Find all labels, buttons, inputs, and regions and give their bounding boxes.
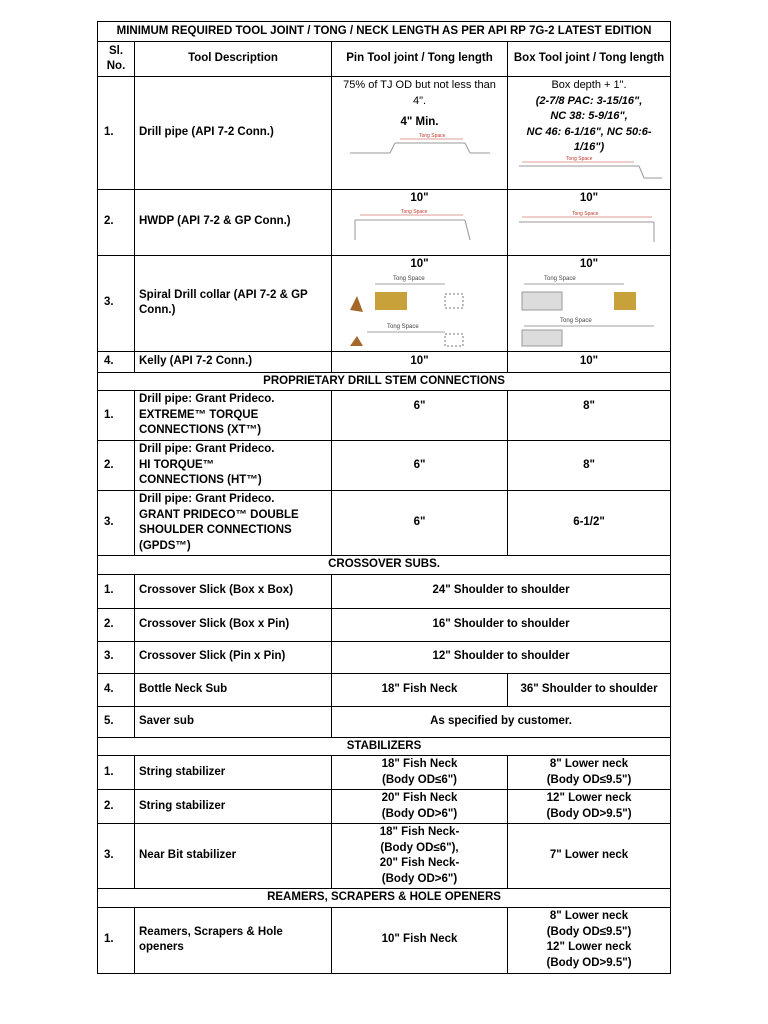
box-length: 10": [508, 351, 671, 372]
row-number: 3.: [98, 641, 135, 673]
drill-collar-diagram: [345, 272, 495, 348]
box-length: 36" Shoulder to shoulder: [508, 673, 671, 706]
tool-description: Crossover Slick (Box x Box): [135, 574, 332, 608]
table-row: [98, 441, 671, 491]
pin-length: 6": [332, 441, 508, 491]
pin-note: 75% of TJ OD but not less than 4".: [343, 79, 496, 107]
tong-length-table: [97, 21, 671, 974]
col-header-box: Box Tool joint / Tong length: [508, 42, 671, 77]
pin-length: (Body OD>6"): [381, 807, 458, 820]
row-number: 3.: [98, 255, 135, 351]
section-heading: CROSSOVER SUBS.: [98, 556, 671, 575]
row-number: 3.: [98, 824, 135, 889]
box-length: 8" Lower neck: [549, 758, 629, 770]
tong-length: 24" Shoulder to shoulder: [332, 574, 671, 608]
table-row: [98, 391, 671, 441]
table-row: [98, 641, 671, 673]
table-title: MINIMUM REQUIRED TOOL JOINT / TONG / NECK LENGTH AS PER API RP 7G-2 LATEST EDITION: [98, 22, 671, 42]
box-note: Box depth + 1".: [551, 79, 627, 91]
box-detail: (2-7/8 PAC: 3-15/16",: [535, 94, 643, 107]
box-length: (Body OD>9.5"): [546, 956, 632, 969]
table-row: [98, 756, 671, 790]
pin-length: 18" Fish Neck-: [379, 826, 460, 838]
tong-space-label: Tong Space: [392, 276, 425, 282]
table-row: [98, 790, 671, 824]
tool-description: Crossover Slick (Box x Pin): [135, 608, 332, 641]
col-header-tool: Tool Description: [135, 42, 332, 77]
pin-length: 18" Fish Neck: [332, 673, 508, 706]
tool-description: HI TORQUE™: [139, 458, 215, 471]
row-number: 1.: [98, 574, 135, 608]
box-length: 10": [579, 257, 599, 270]
tool-description: String stabilizer: [135, 756, 332, 790]
tool-description: EXTREME™ TORQUE: [139, 408, 259, 421]
row-number: 2.: [98, 189, 135, 255]
tool-description: Drill pipe: Grant Prideco.: [139, 393, 275, 406]
row-number: 4.: [98, 673, 135, 706]
tool-description: String stabilizer: [135, 790, 332, 824]
table-row: [98, 189, 671, 255]
tong-space-label: Tong Space: [572, 211, 599, 217]
pin-length: 20" Fish Neck-: [379, 857, 460, 869]
table-row: [98, 491, 671, 556]
table-row: [98, 255, 671, 351]
box-length: 7" Lower neck: [508, 824, 671, 889]
tong-space-label: Tong Space: [418, 132, 445, 139]
row-number: 1.: [98, 391, 135, 441]
drill-collar-diagram: [514, 272, 664, 348]
pin-length: 10": [332, 351, 508, 372]
row-number: 5.: [98, 706, 135, 737]
tong-length: 16" Shoulder to shoulder: [332, 608, 671, 641]
section-heading: PROPRIETARY DRILL STEM CONNECTIONS: [98, 372, 671, 391]
tool-description: Bottle Neck Sub: [135, 673, 332, 706]
row-number: 1.: [98, 907, 135, 973]
pin-length: (Body OD≤6"): [381, 773, 457, 786]
box-length: 8": [508, 441, 671, 491]
table-row: [98, 907, 671, 973]
tool-description: Spiral Drill collar (API 7-2 & GP Conn.): [135, 255, 332, 351]
box-detail: NC 46: 6-1/16", NC 50:6-1/16"): [526, 125, 652, 153]
pin-length: 4" Min.: [400, 116, 439, 128]
box-length: 8" Lower neck: [549, 910, 629, 922]
box-length: 12" Lower neck: [546, 941, 632, 953]
tool-description: CONNECTIONS (XT™): [139, 424, 262, 437]
row-number: 4.: [98, 351, 135, 372]
tong-length: As specified by customer.: [332, 706, 671, 737]
box-length: 10": [579, 191, 599, 204]
table-row: [98, 824, 671, 889]
table-row: [98, 77, 671, 190]
tool-description: CONNECTIONS (HT™): [139, 474, 262, 487]
pin-length: (Body OD≤6"),: [380, 841, 459, 854]
box-length: 12" Lower neck: [546, 792, 632, 804]
table-row: [98, 706, 671, 737]
tool-description: GRANT PRIDECO™ DOUBLE: [139, 508, 299, 521]
box-length: (Body OD>9.5"): [546, 807, 632, 820]
col-header-sl: Sl. No.: [98, 42, 135, 77]
tong-space-label: Tong Space: [566, 155, 593, 162]
pin-length: 20" Fish Neck: [381, 792, 458, 804]
section-heading: STABILIZERS: [98, 737, 671, 756]
tool-joint-diagram: [514, 206, 664, 248]
tool-description: Near Bit stabilizer: [135, 824, 332, 889]
tool-description: Drill pipe: Grant Prideco.: [139, 493, 275, 505]
row-number: 1.: [98, 77, 135, 190]
tong-space-label: Tong Space: [544, 276, 576, 282]
row-number: 1.: [98, 756, 135, 790]
pin-length: 6": [332, 391, 508, 441]
pin-length: 10" Fish Neck: [332, 907, 508, 973]
tong-space-label: Tong Space: [400, 209, 427, 215]
tool-description: Drill pipe: Grant Prideco.: [139, 443, 275, 456]
table-row: [98, 608, 671, 641]
pin-length: 10": [410, 191, 429, 204]
pin-length: 6": [332, 491, 508, 556]
tong-space-label: Tong Space: [386, 324, 419, 330]
tool-description: Kelly (API 7-2 Conn.): [135, 351, 332, 372]
tool-description: Saver sub: [135, 706, 332, 737]
tool-description: SHOULDER CONNECTIONS: [139, 524, 292, 536]
tool-description: Reamers, Scrapers & Hole: [139, 925, 283, 938]
table-row: [98, 351, 671, 372]
tool-description: Crossover Slick (Pin x Pin): [135, 641, 332, 673]
tool-description: openers: [139, 941, 184, 953]
tool-description: Drill pipe (API 7-2 Conn.): [135, 77, 332, 190]
tool-description: HWDP (API 7-2 & GP Conn.): [135, 189, 332, 255]
tool-joint-diagram: [514, 156, 664, 188]
table-row: [98, 673, 671, 706]
pin-length: 10": [410, 257, 429, 270]
box-length: (Body OD≤9.5"): [546, 773, 632, 786]
tong-length: 12" Shoulder to shoulder: [332, 641, 671, 673]
tool-description: (GPDS™): [139, 539, 191, 552]
col-header-pin: Pin Tool joint / Tong length: [332, 42, 508, 77]
pin-length: 18" Fish Neck: [381, 758, 458, 770]
section-heading: REAMERS, SCRAPERS & HOLE OPENERS: [98, 889, 671, 908]
row-number: 2.: [98, 441, 135, 491]
row-number: 2.: [98, 608, 135, 641]
box-detail: NC 38: 5-9/16",: [550, 110, 628, 122]
box-length: 8": [508, 391, 671, 441]
tool-joint-diagram: [345, 131, 495, 169]
row-number: 3.: [98, 491, 135, 556]
tong-space-label: Tong Space: [560, 318, 592, 324]
row-number: 2.: [98, 790, 135, 824]
box-length: 6-1/2": [508, 491, 671, 556]
pin-length: (Body OD>6"): [381, 872, 458, 885]
table-row: [98, 574, 671, 608]
box-length: (Body OD≤9.5"): [546, 925, 632, 938]
tool-joint-diagram: [345, 206, 495, 248]
